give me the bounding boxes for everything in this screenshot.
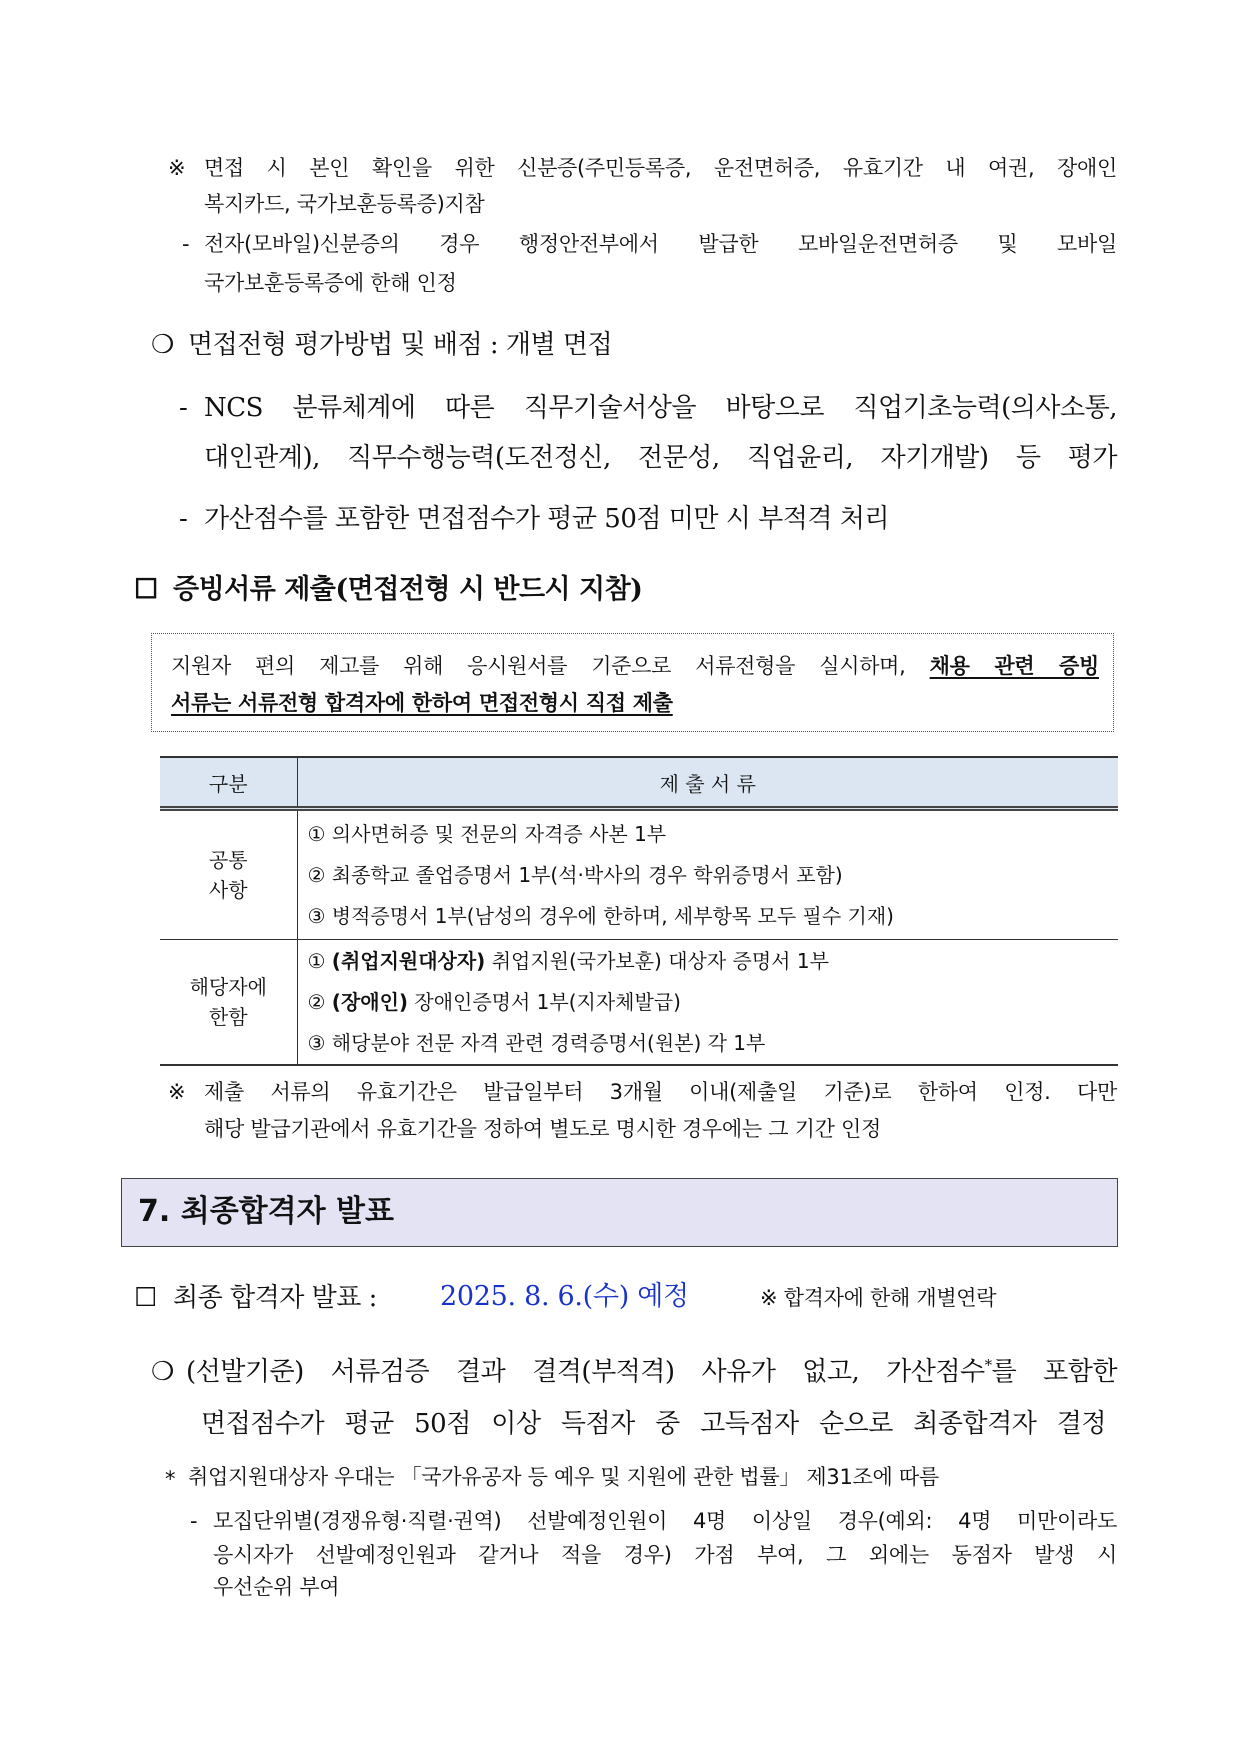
criteria-line1 (186, 1356, 1117, 1389)
circle-bullet-icon: ❍ (151, 1357, 174, 1387)
table-row (160, 940, 1118, 1066)
table-row (160, 809, 1118, 940)
category-cell (160, 940, 297, 1066)
dash-mark: - (190, 1509, 198, 1533)
item-text: 의사면허증 및 전문의 자격증 사본 1부 (331, 821, 667, 846)
mobile-id-note-line2: 국가보훈등록증에 한해 인정 (204, 271, 457, 295)
item-number: ③ (307, 1030, 326, 1055)
dash-mark: - (182, 232, 190, 256)
items-cell (297, 809, 1118, 940)
document-item (308, 814, 1119, 855)
reference-mark: ※ (168, 1080, 186, 1104)
item-number: ② (307, 862, 326, 887)
interview-criteria-line2: 대인관계), 직무수행능력(도전정신, 전문성, 직업윤리, 자기개발) 등 평가 (204, 443, 1117, 473)
notice-line2 (171, 690, 673, 716)
item-text: 장애인증명서 1부(지자체발급) (414, 989, 681, 1014)
footnote-marker: * (984, 1356, 992, 1374)
tiebreak-line1: 모집단위별(경쟁유형·직렬·권역) 선발예정인원이 4명 이상일 경우(예외: 4명 미만이라도 (213, 1509, 1117, 1533)
section-heading-box (121, 1178, 1118, 1247)
item-number: ③ (307, 903, 326, 928)
item-text: 최종학교 졸업증명서 1부(석·박사의 경우 학위증명서 포함) (331, 862, 843, 887)
validity-note-line1: 제출 서류의 유효기간은 발급일부터 3개월 이내(제출일 기준)로 한하여 인정. 다만 (204, 1080, 1117, 1104)
item-bold-label: (장애인) (331, 989, 409, 1014)
item-number: ① (307, 948, 326, 973)
dash-mark: - (179, 504, 188, 534)
tiebreak-line2: 응시자가 선발예정인원과 같거나 적을 경우) 가점 부여, 그 외에는 동점자 발생 시 (213, 1543, 1117, 1567)
document-item (308, 941, 1119, 982)
announce-note: ※ 합격자에 한해 개별연락 (760, 1286, 997, 1310)
item-number: ② (307, 989, 326, 1014)
documents-heading: 증빙서류 제출(면접전형 시 반드시 지참) (173, 574, 643, 605)
table-header-row (160, 757, 1118, 809)
announce-label: 최종 합격자 발표 : (173, 1283, 377, 1313)
category-label: 사항 (208, 878, 248, 902)
reference-mark: ※ (168, 156, 186, 180)
validity-note-line2: 해당 발급기관에서 유효기간을 정하여 별도로 명시한 경우에는 그 기간 인정 (204, 1117, 881, 1141)
header-documents: 제 출 서 류 (297, 757, 1118, 809)
document-item (308, 1023, 1119, 1064)
notice-text: 지원자 편의 제고를 위해 응시원서를 기준으로 서류전형을 실시하며, (171, 654, 906, 678)
tiebreak-line3: 우선순위 부여 (213, 1575, 340, 1599)
item-bold-label: (취업지원대상자) (331, 948, 486, 973)
circle-bullet-icon: ❍ (151, 330, 174, 360)
item-text: 취업지원(국가보훈) 대상자 증명서 1부 (491, 948, 829, 973)
category-label: 한함 (208, 1005, 248, 1029)
item-text: 해당분야 전문 자격 관련 경력증명서(원본) 각 1부 (331, 1030, 766, 1055)
document-item (308, 855, 1119, 896)
document-item (308, 896, 1119, 937)
interview-disqualify-text: 가산점수를 포함한 면접점수가 평균 50점 미만 시 부적격 처리 (204, 504, 889, 534)
interview-heading: 면접전형 평가방법 및 배점 : 개별 면접 (188, 330, 613, 360)
item-number: ① (307, 821, 326, 846)
criteria-text: 를 포함한 (991, 1357, 1117, 1387)
id-note-line2: 복지카드, 국가보훈등록증)지참 (204, 192, 485, 216)
notice-line1 (171, 653, 1099, 679)
category-cell (160, 809, 297, 940)
category-label: 공통 (208, 848, 248, 872)
criteria-text: (선발기준) 서류검증 결과 결격(부적격) 사유가 없고, 가산점수 (186, 1357, 985, 1387)
documents-table (160, 756, 1118, 1066)
notice-emphasis: 채용 관련 증빙 (929, 654, 1099, 678)
document-item (308, 982, 1119, 1023)
notice-box (151, 633, 1114, 732)
mobile-id-note-line1: 전자(모바일)신분증의 경우 행정안전부에서 발급한 모바일운전면허증 및 모바일 (204, 232, 1117, 256)
checkbox-icon: ☐ (134, 574, 159, 605)
id-note-line1: 면접 시 본인 확인을 위한 신분증(주민등록증, 운전면허증, 유효기간 내 여권, 장애인 (204, 156, 1117, 180)
interview-criteria-line1: NCS 분류체계에 따른 직무기술서상을 바탕으로 직업기초능력(의사소통, (204, 393, 1117, 423)
item-text: 병적증명서 1부(남성의 경우에 한하며, 세부항목 모두 필수 기재) (331, 903, 894, 928)
items-cell (297, 940, 1118, 1066)
notice-emphasis: 서류는 서류전형 합격자에 한하여 면접전형시 직접 제출 (171, 691, 673, 715)
category-label: 해당자에 (189, 975, 267, 999)
header-category: 구분 (160, 757, 297, 809)
dash-mark: - (179, 393, 188, 423)
announce-date: 2025. 8. 6.(수) 예정 (440, 1281, 689, 1312)
criteria-line2: 면접점수가 평균 50점 이상 득점자 중 고득점자 순으로 최종합격자 결정 (201, 1409, 1106, 1439)
footnote-mark: * (165, 1467, 176, 1491)
checkbox-icon: ☐ (134, 1283, 157, 1313)
footnote-text: 취업지원대상자 우대는 「국가유공자 등 예우 및 지원에 관한 법률」 제31조에 따름 (188, 1465, 939, 1489)
section-title: 7. 최종합격자 발표 (138, 1194, 395, 1229)
